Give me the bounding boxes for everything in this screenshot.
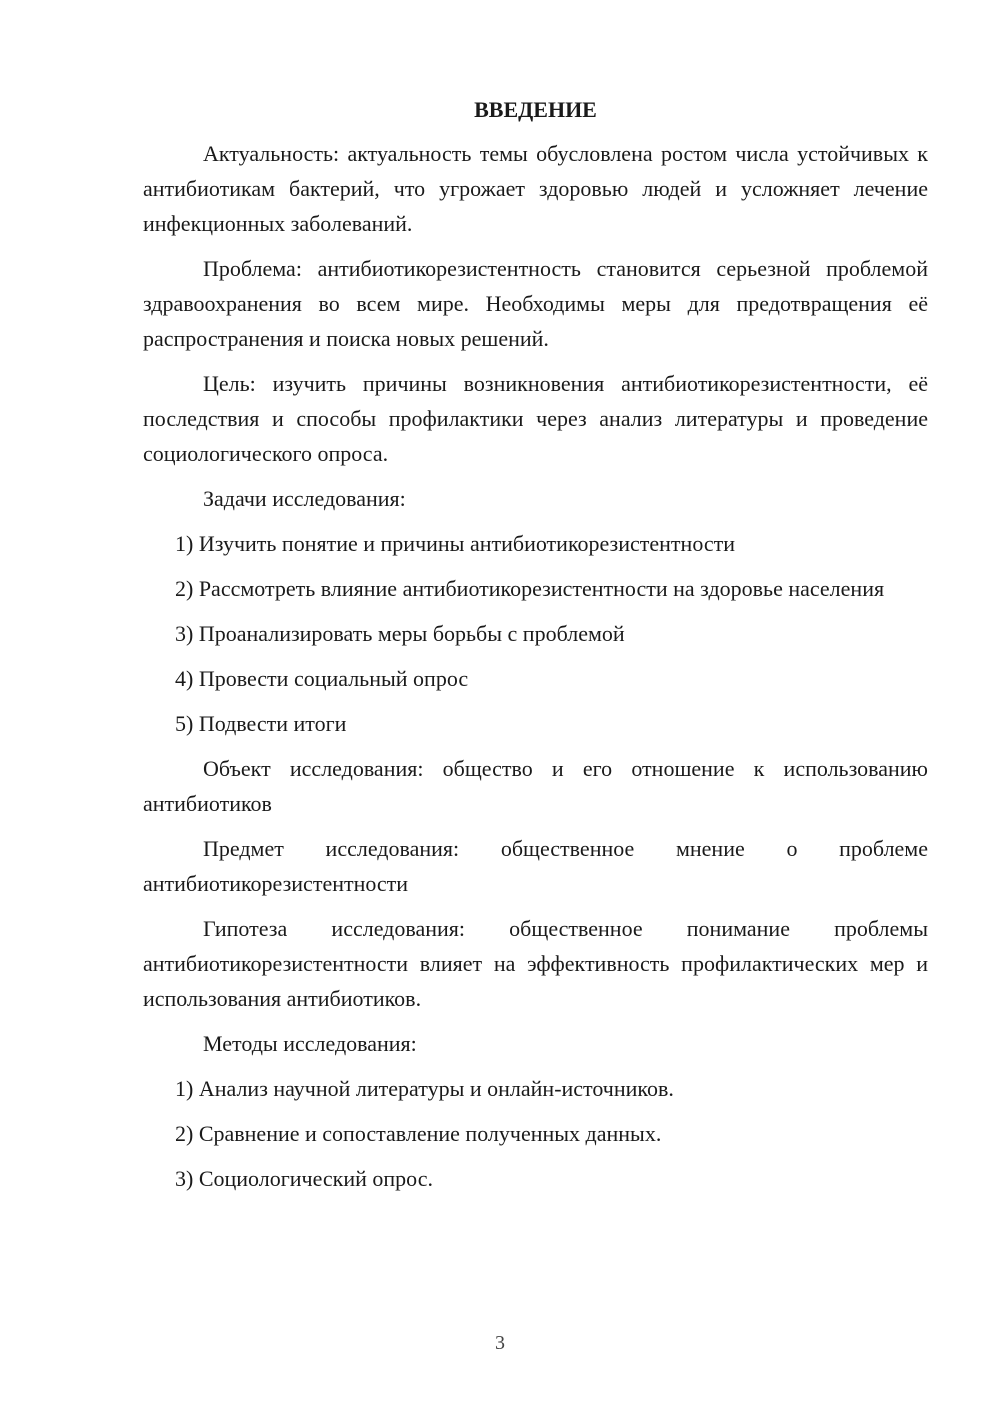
subject-paragraph: Предмет исследования: общественное мнение о проблеме антибиотикорезистентности: [143, 836, 928, 896]
hypothesis-paragraph: Гипотеза исследования: общественное понимание проблемы антибиотикорезистентности влияет на эффективность профилактических мер и использования антибиотиков.: [143, 916, 928, 1011]
task-item: 4) Провести социальный опрос: [175, 666, 469, 691]
page-title: ВВЕДЕНИЕ: [474, 97, 597, 122]
document-page: [143, 92, 928, 1206]
task-item: 1) Изучить понятие и причины антибиотикорезистентности: [175, 531, 736, 556]
object-paragraph: Объект исследования: общество и его отношение к использованию антибиотиков: [143, 756, 928, 816]
task-item: 2) Рассмотреть влияние антибиотикорезистентности на здоровье населения: [175, 576, 885, 601]
page-number: 3: [495, 1332, 505, 1354]
methods-heading: Методы исследования:: [203, 1031, 417, 1056]
method-item: 2) Сравнение и сопоставление полученных данных.: [175, 1121, 662, 1146]
goal-paragraph: Цель: изучить причины возникновения антибиотикорезистентности, её последствия и способы профилактики через анализ литературы и проведение социологического опроса.: [143, 371, 928, 466]
method-item: 3) Социологический опрос.: [175, 1166, 433, 1191]
task-item: 5) Подвести итоги: [175, 711, 347, 736]
problem-paragraph: Проблема: антибиотикорезистентность становится серьезной проблемой здравоохранения во всем мире. Необходимы меры для предотвращения её распространения и поиска новых решений.: [143, 256, 928, 351]
tasks-heading: Задачи исследования:: [203, 486, 406, 511]
relevance-paragraph: Актуальность: актуальность темы обусловлена ростом числа устойчивых к антибиотикам бактерий, что угрожает здоровью людей и усложняет лечение инфекционных заболеваний.: [143, 141, 928, 236]
method-item: 1) Анализ научной литературы и онлайн-источников.: [175, 1076, 674, 1101]
task-item: 3) Проанализировать меры борьбы с проблемой: [175, 621, 625, 646]
